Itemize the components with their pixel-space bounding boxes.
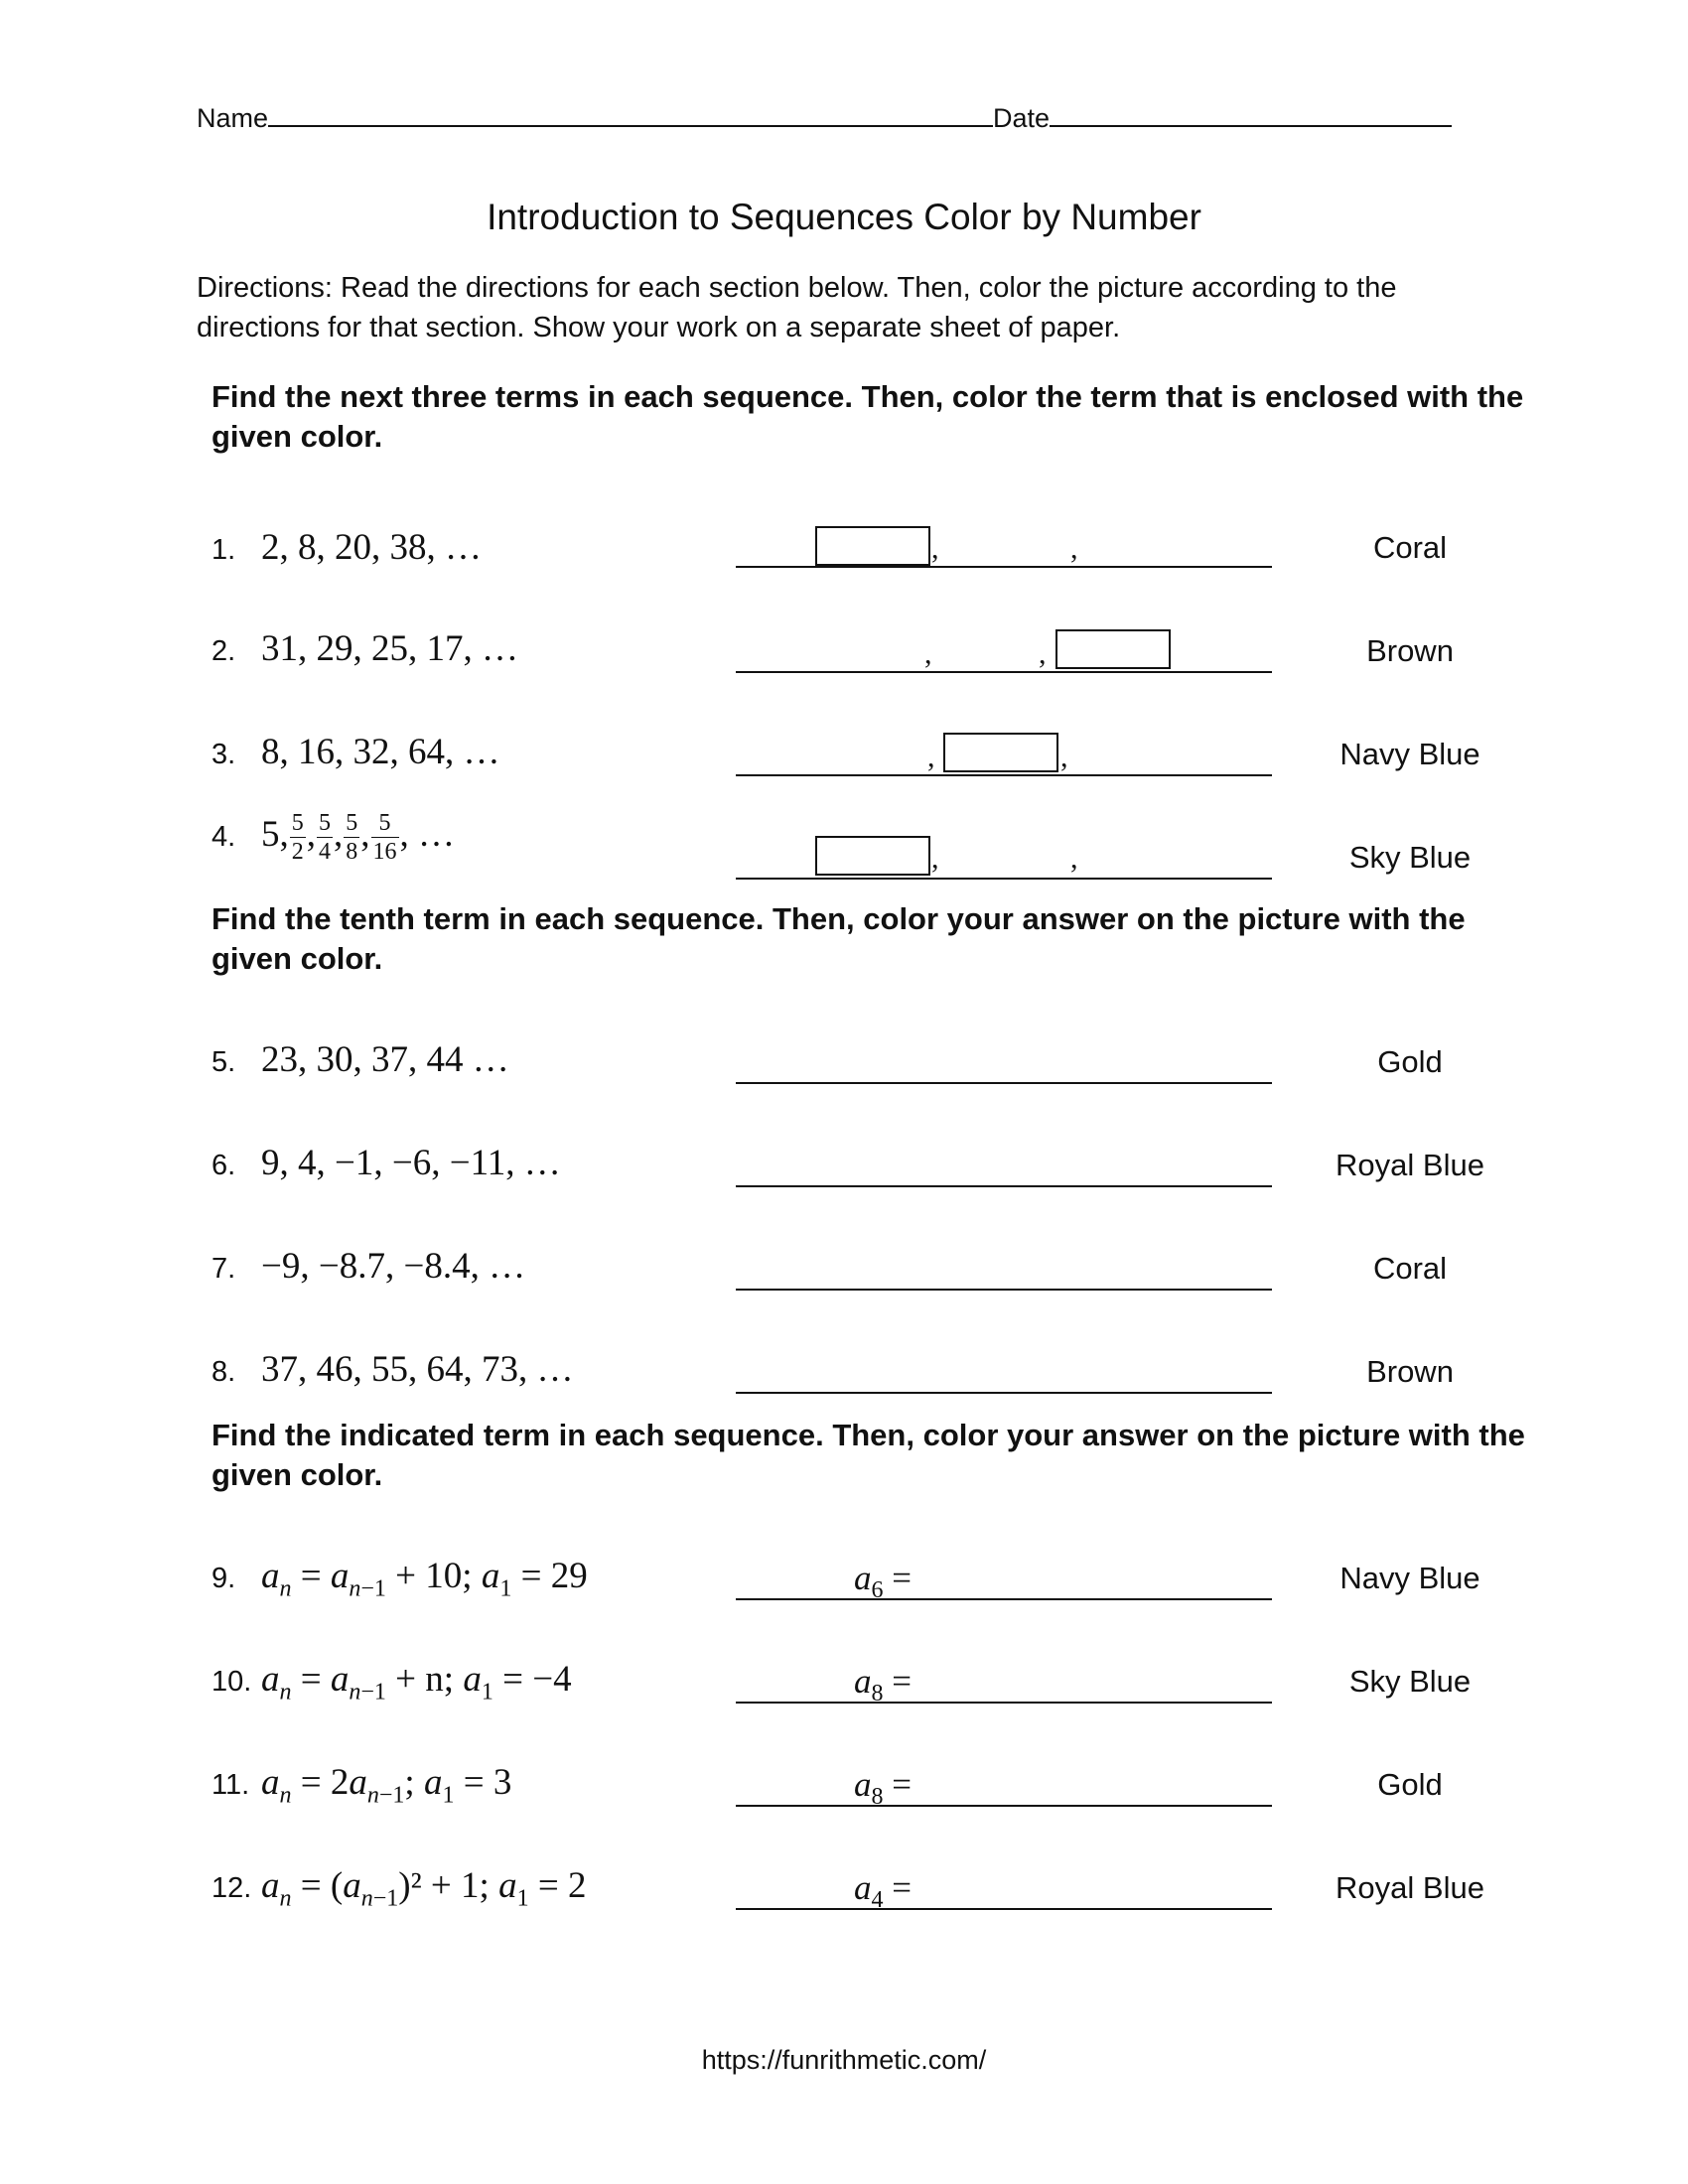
problem-number: 2. [211,635,236,667]
answer-line[interactable] [736,1185,1272,1187]
problem-4 [211,809,455,866]
page-title: Introduction to Sequences Color by Number [487,197,1201,237]
problem-number: 5. [211,1046,236,1078]
answer-line[interactable] [736,1598,1272,1600]
section-heading-indicated-term: Find the indicated term in each sequence. Then, color your answer on the picture with the given color. [211,1418,1525,1492]
comma: , [1070,532,1078,565]
problem-number: 1. [211,534,236,566]
section-heading-next-terms: Find the next three terms in each sequence. Then, color the term that is enclosed with the given color. [211,379,1524,454]
problem-8 [211,1348,574,1391]
directions-label: Directions: [197,272,333,304]
color-label: Sky Blue [1348,840,1472,875]
color-label: Navy Blue [1339,737,1480,771]
fraction: $\frac{5}{4}$ [319,810,331,865]
color-label: Brown [1366,633,1454,668]
footer-url[interactable]: https://funrithmetic.com/ [701,2045,987,2075]
answer-line[interactable] [736,1289,1272,1291]
color-label: Royal Blue [1336,1148,1484,1182]
problem-number: 6. [211,1150,236,1181]
answer-line [736,671,1272,673]
color-label: Navy Blue [1339,1561,1480,1595]
problem-11 [211,1761,511,1809]
answer-box-enclosed[interactable] [1055,629,1171,669]
problem-6 [211,1142,561,1184]
problem-number: 9. [211,1563,236,1594]
problem-number: 10. [211,1666,252,1698]
answer-line [736,566,1272,568]
target-term: $a_6$ = [854,1559,912,1603]
directions [197,268,1487,347]
answer-line [736,878,1272,880]
target-term: $a_4$ = [854,1868,912,1913]
problem-2 [211,627,518,670]
comma: , [927,741,935,773]
answer-line[interactable] [736,1805,1272,1807]
answer-box-enclosed[interactable] [815,836,930,876]
color-label: Coral [1372,530,1448,565]
target-term: $a_8$ = [854,1662,912,1706]
sequence: 31, 29, 25, 17, … [261,628,518,669]
answer-line [736,774,1272,776]
date-label: Date [993,103,1051,133]
sequence: 23, 30, 37, 44 … [261,1039,509,1080]
comma: , [1060,741,1068,773]
sequence: 8, 16, 32, 64, … [261,732,500,772]
sequence: −9, −8.7, −8.4, … [261,1246,526,1287]
directions-text: Read the directions for each section below. Then, color the picture according to the directions for that section. Show your work on a separate sheet of paper. [197,272,1397,343]
section-heading-tenth-term: Find the tenth term in each sequence. Then, color your answer on the picture with the given color. [211,901,1466,976]
color-label: Brown [1366,1354,1454,1389]
problem-number: 4. [211,820,236,853]
problem-12 [211,1864,586,1912]
problem-number: 11. [211,1769,250,1801]
problem-5 [211,1038,509,1081]
recursive-formula: $a_n = 2a_{n-1}$; $a_1 = 3$ [261,1762,512,1809]
comma: , [931,532,939,565]
recursive-formula: $a_n = a_{n-1} + n$; $a_1 = -4$ [261,1659,572,1706]
name-date-header [197,99,1452,134]
color-label: Gold [1377,1767,1443,1802]
color-label: Royal Blue [1336,1870,1484,1905]
fraction: $\frac{5}{8}$ [346,810,358,865]
name-label: Name [197,103,269,133]
problem-number: 8. [211,1356,236,1388]
sequence: 5, $\frac{5}{2}$ , $\frac{5}{4}$ , $\frac{5}{8}$ , $\frac{5}{16}$ , … [261,810,455,865]
recursive-formula: $a_n = (a_{n-1})^2 + 1$; $a_1 = 2$ [261,1865,587,1912]
problem-3 [211,731,500,773]
fraction: $\frac{5}{16}$ [372,810,397,865]
problem-number: 3. [211,739,236,770]
problem-number: 7. [211,1253,236,1285]
comma: , [1070,842,1078,875]
answer-line[interactable] [736,1392,1272,1394]
comma: , [924,637,932,670]
name-field[interactable] [268,99,993,127]
recursive-formula: $a_n = a_{n-1} + 10$; $a_1 = 29$ [261,1556,588,1602]
answer-box-enclosed[interactable] [943,733,1058,772]
date-field[interactable] [1050,99,1452,127]
comma: , [931,842,939,875]
answer-line[interactable] [736,1702,1272,1704]
fraction: $\frac{5}{2}$ [291,810,304,865]
target-term: $a_8$ = [854,1765,912,1810]
problem-10 [211,1658,572,1706]
color-label: Gold [1377,1044,1443,1079]
sequence: 9, 4, −1, −6, −11, … [261,1143,561,1183]
comma: , [1039,637,1047,670]
color-label: Sky Blue [1348,1664,1472,1699]
color-label: Coral [1372,1251,1448,1286]
problem-number: 12. [211,1872,252,1904]
problem-7 [211,1245,525,1288]
answer-line[interactable] [736,1908,1272,1910]
problem-9 [211,1555,588,1602]
problem-1 [211,526,482,569]
sequence: 37, 46, 55, 64, 73, … [261,1349,574,1390]
answer-line[interactable] [736,1082,1272,1084]
sequence: 2, 8, 20, 38, … [261,527,482,568]
